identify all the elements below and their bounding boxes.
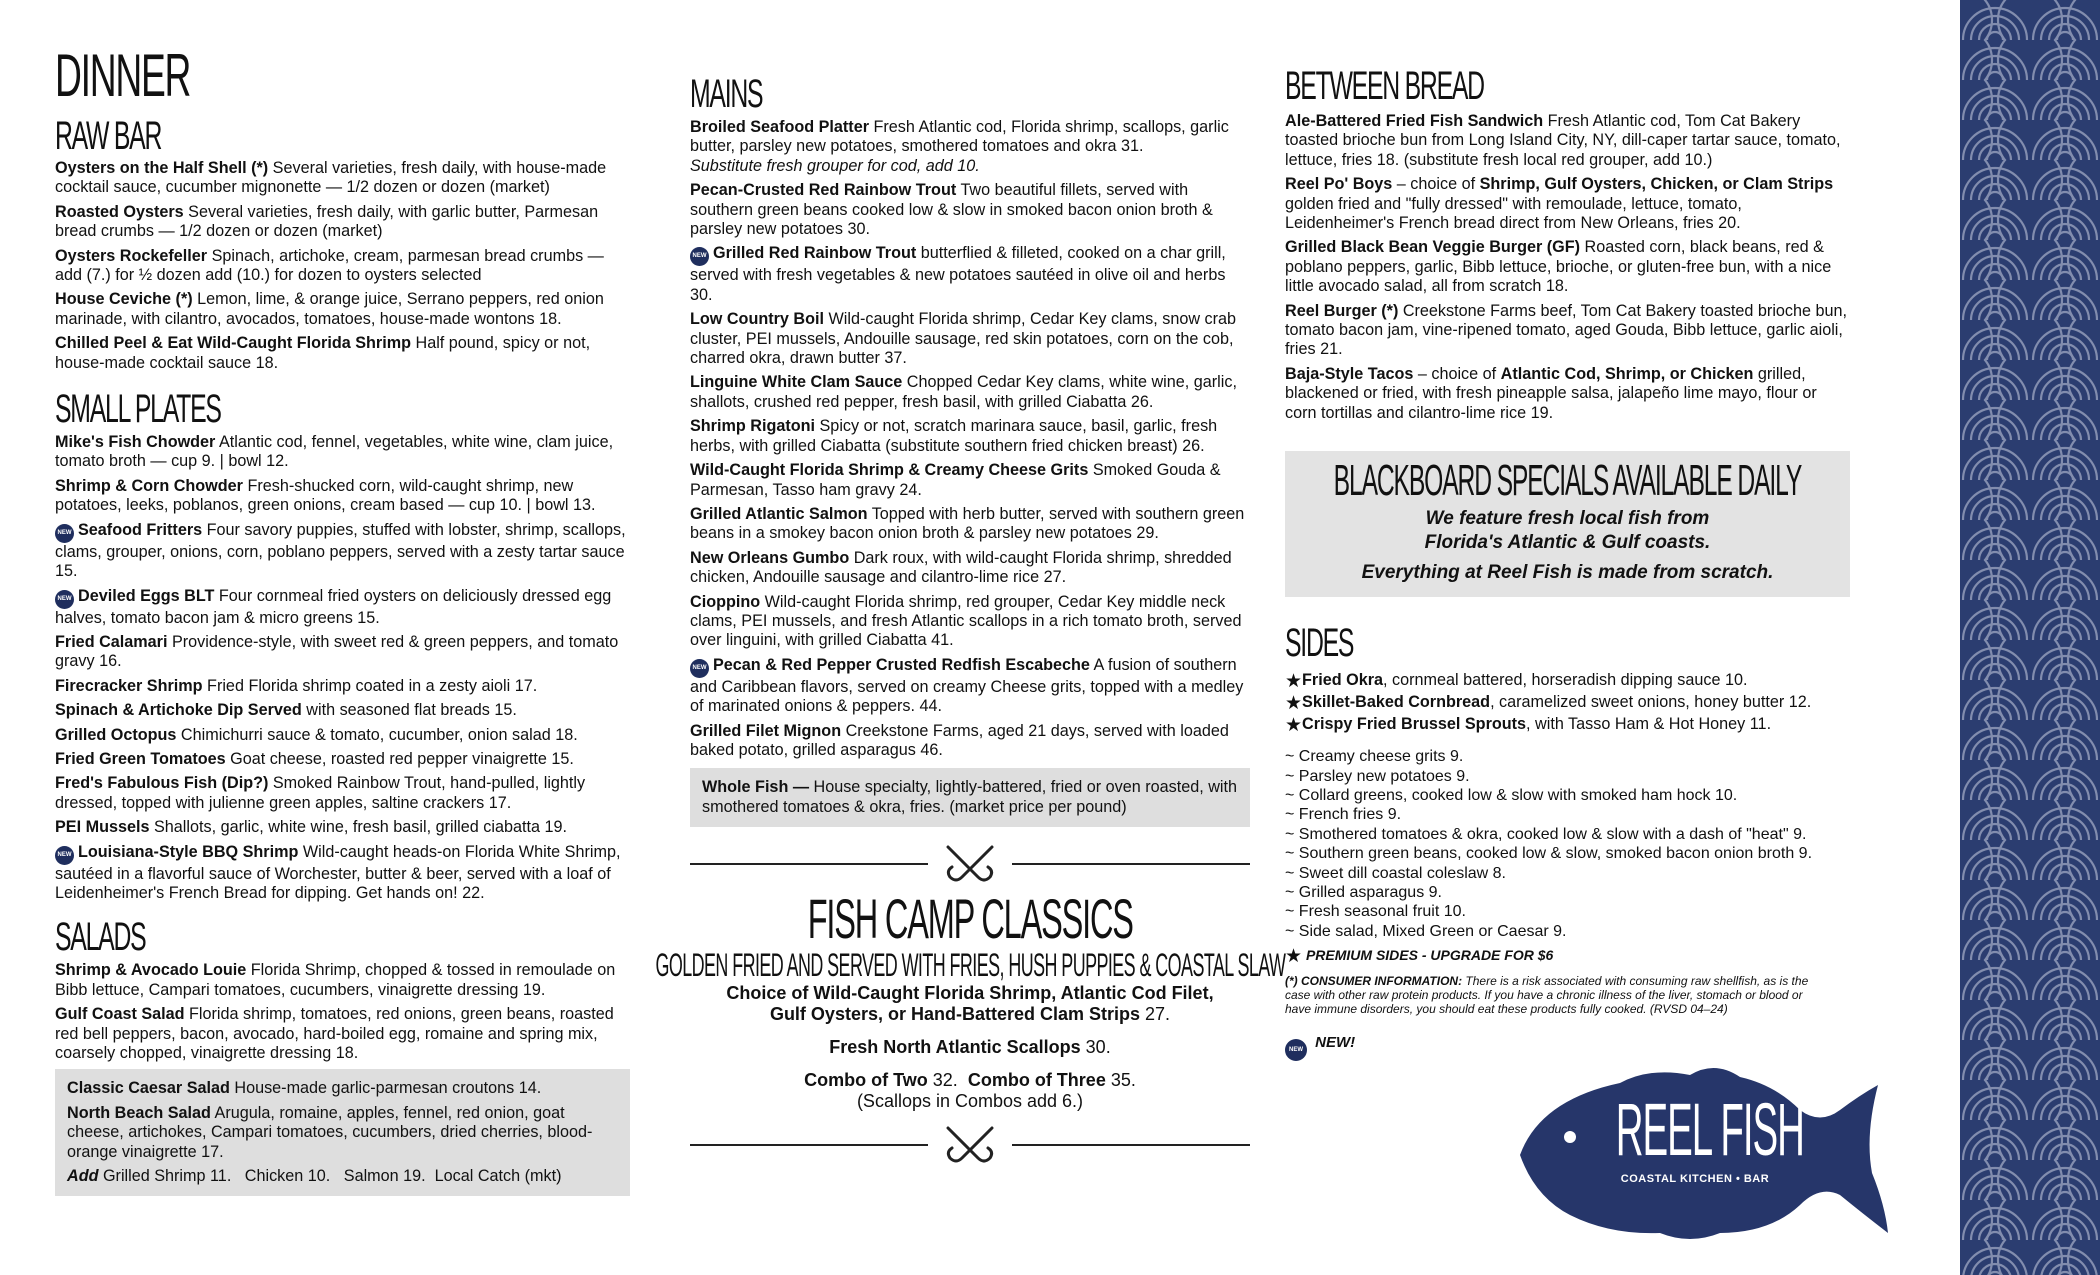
divider-hooks-bottom [690,1122,1250,1168]
list-item: ~ Smothered tomatoes & okra, cooked low & slow with a dash of "heat" 9. [1285,825,1807,843]
page-title: DINNER [55,42,191,109]
list-item: ~ Sweet dill coastal coleslaw 8. [1285,864,1506,882]
menu-item: Ale-Battered Fried Fish Sandwich Fresh Atlantic cod, Tom Cat Bakery toasted brioche bun from Long Island City, NY, dill-caper tartar sauce, tomato, lettuce, fries 18. (substitute fresh local red grouper, add 10.) [1285,112,1841,169]
menu-item: Reel Po' Boys – choice of Shrimp, Gulf Oysters, Chicken, or Clam Strips golden fried and "fully dressed" with remoulade, lettuce, tomato, Leidenheimer's French bread direct from New Orleans, fries 20. [1285,175,1834,233]
list-item: ~ Grilled asparagus 9. [1285,883,1442,901]
menu-item: North Beach Salad Arugula, romaine, apples, fennel, red onion, goat cheese, artichokes, Campari tomatoes, cucumbers, dried cherries, blood-orange vinaigrette 17. [67,1103,593,1161]
menu-item: PEI Mussels Shallots, garlic, white wine, fresh basil, grilled ciabatta 19. [55,818,567,837]
menu-item: Grilled Black Bean Veggie Burger (GF) Roasted corn, black beans, red & poblano peppers, garlic, Bibb lettuce, brioche, or gluten-free bun, with a nice little avocado salad, all from scratch 18. [1285,238,1832,296]
new-badge-icon: NEW [1285,1039,1307,1061]
menu-item: NEW Deviled Eggs BLT Four cornmeal fried oysters on deliciously dressed egg halves, tomato bacon jam & micro greens 15. [55,586,612,627]
menu-item: Oysters Rockefeller Spinach, artichoke, cream, parmesan bread crumbs — add (7.) for ½ dozen add (10.) for dozen to oysters selected [55,246,604,285]
menu-item: Fried Green Tomatoes Goat cheese, roasted red pepper vinaigrette 15. [55,749,574,768]
menu-item: New Orleans Gumbo Dark roux, with wild-caught Florida shrimp, shredded chicken, Andouille sausage and cilantro-lime rice 27. [690,548,1232,587]
column-left [55,0,630,1196]
section-between-bread-heading: BETWEEN BREAD [1285,64,1484,108]
crossed-hooks-icon [938,843,1002,885]
list-item: ~ Side salad, Mixed Green or Caesar 9. [1285,922,1567,940]
salad-add-ons: Add Grilled Shrimp 11. Chicken 10. Salmon 19. Local Catch (mkt) [67,1167,562,1186]
list-item: ~ Southern green beans, cooked low & slow, smoked bacon onion broth 9. [1285,845,1813,863]
fish-camp-combos: Combo of Two 32. Combo of Three 35. (Scallops in Combos add 6.) [804,1070,1136,1112]
menu-item: ★Fried Okra, cornmeal battered, horseradish dipping sauce 10. [1285,671,1748,693]
new-badge-icon: NEW [55,590,74,609]
menu-item: NEW Seafood Fritters Four savory puppies, stuffed with lobster, shrimp, scallops, clams, grouper, onions, corn, poblano peppers, served with a zesty tartar sauce 15. [55,520,626,581]
between-bread-list [1285,112,1850,423]
premium-sides-note: ★ PREMIUM SIDES - UPGRADE FOR $6 [1285,946,1554,968]
menu-item: Classic Caesar Salad House-made garlic-parmesan croutons 14. [67,1079,542,1098]
reel-fish-logo [1500,1055,1890,1250]
list-item: ~ French fries 9. [1285,806,1402,824]
small-plates-list [55,433,630,903]
star-icon: ★ [1285,946,1303,968]
list-item: ~ Fresh seasonal fruit 10. [1285,903,1466,921]
section-sides-heading: SIDES [1285,621,1354,666]
fish-camp-choice: Choice of Wild-Caught Florida Shrimp, Atlantic Cod Filet, Gulf Oysters, or Hand-Battered Clam Strips 27. [726,983,1214,1025]
menu-item: Linguine White Clam Sauce Chopped Cedar Key clams, white wine, garlic, shallots, crushed red pepper, fresh basil, with grilled Ciabatta 26. [690,373,1237,411]
consumer-information: (*) CONSUMER INFORMATION: There is a risk associated with consuming raw shellfish, as is the case with other raw protein products. If you have a chronic illness of the liver, stomach or blood or have immune disorders, you should eat these products fully cooked. (RVSD 04–24) [1285,974,1809,1017]
menu-item: House Ceviche (*) Lemon, lime, & orange juice, Serrano peppers, red onion marinade, with cilantro, avocados, tomatoes, house-made wontons 18. [55,290,604,328]
menu-item: ★Crispy Fried Brussel Sprouts, with Tasso Ham & Hot Honey 11. [1285,715,1772,737]
menu-item: NEW Pecan & Red Pepper Crusted Redfish Escabeche A fusion of southern and Caribbean flavors, served on creamy Cheese grits, topped with a medley of marinated onions & peppers. 44. [690,655,1244,716]
blackboard-scratch-text: Everything at Reel Fish is made from scratch. [1361,562,1774,584]
blackboard-text: We feature fresh local fish from Florida's Atlantic & Gulf coasts. [1424,508,1711,554]
divider-hooks-top [690,841,1250,887]
salads-list [55,961,630,1063]
new-legend: NEW NEW! [1285,1034,1850,1061]
section-salads-heading: SALADS [55,915,146,960]
star-icon: ★ [1285,693,1303,715]
new-badge-icon: NEW [690,247,709,266]
menu-item: Shrimp & Corn Chowder Fresh-shucked corn, wild-caught shrimp, new potatoes, leeks, poblanos, green onions, cream based — cup 10. | bowl 13. [55,476,596,515]
fish-camp-title: FISH CAMP CLASSICS [807,887,1133,951]
salads-box [55,1069,630,1196]
new-badge-icon: NEW [690,659,709,678]
menu-item: Pecan-Crusted Red Rainbow Trout Two beautiful fillets, served with southern green beans cooked low & slow in smoked bacon onion broth & parsley new potatoes 30. [690,181,1213,239]
star-icon: ★ [1285,715,1303,737]
menu-item: Low Country Boil Wild-caught Florida shrimp, Cedar Key clams, snow crab cluster, PEI mussels, Andouille sausage, red skin potatoes, corn on the cob, charred okra, drawn butter 37. [690,310,1237,368]
menu-item: Baja-Style Tacos – choice of Atlantic Cod, Shrimp, or Chicken grilled, blackened or fried, with fresh pineapple salsa, jalapeño lime mayo, flour or corn tortillas and cilantro-lime rice 19. [1285,364,1817,422]
section-raw-bar-heading: RAW BAR [55,114,162,158]
menu-item: Shrimp Rigatoni Spicy or not, scratch marinara sauce, basil, garlic, fresh herbs, with grilled Ciabatta (substitute southern fried chicken breast) 26. [690,417,1218,455]
menu-item: Fred's Fabulous Fish (Dip?) Smoked Rainbow Trout, hand-pulled, lightly dressed, topped with julienne green apples, saltine crackers 17. [55,774,586,812]
fish-camp-subtitle: GOLDEN FRIED AND SERVED WITH FRIES, HUSH PUPPIES & COASTAL SLAW [655,947,1285,984]
premium-sides-list [1285,671,1850,735]
menu-item: Grilled Atlantic Salmon Topped with herb butter, served with southern green beans in a smokey bacon onion broth & parsley new potatoes 29. [690,504,1245,543]
list-item: ~ Parsley new potatoes 9. [1285,767,1470,785]
menu-item: Roasted Oysters Several varieties, fresh daily, with garlic butter, Parmesan bread crumbs — 1/2 dozen or dozen (market) [55,202,599,241]
menu-item: NEW Louisiana-Style BBQ Shrimp Wild-caught heads-on Florida White Shrimp, sautéed in a flavorful sauce of Worchester, butter & beer, served with a loaf of Leidenheimer's French Bread for dipping. Get hands on! 22. [55,842,621,902]
new-badge-icon: NEW [55,846,74,865]
menu-item: Spinach & Artichoke Dip Served with seasoned flat breads 15. [55,701,517,720]
menu-item: Cioppino Wild-caught Florida shrimp, red grouper, Cedar Key middle neck clams, PEI mussels, and fresh Atlantic scallops in a rich tomato broth, served over linguini, with grilled Ciabatta 41. [690,592,1242,650]
column-middle [655,0,1285,1168]
menu-item: Whole Fish — House specialty, lightly-battered, fried or oven roasted, with smothered tomatoes & okra, fries. (market price per pound) [702,778,1237,816]
sides-list [1285,747,1850,941]
menu-item: Reel Burger (*) Creekstone Farms beef, Tom Cat Bakery toasted brioche bun, tomato bacon jam, vine-ripened tomato, aged Gouda, Bibb lettuce, garlic aioli, fries 21. [1285,301,1848,359]
logo-name: REEL FISH [1615,1088,1805,1171]
menu-item: Grilled Octopus Chimichurri sauce & tomato, cucumber, onion salad 18. [55,725,578,744]
menu-item: Mike's Fish Chowder Atlantic cod, fennel, vegetables, white wine, clam juice, tomato broth — cup 9. | bowl 12. [55,433,614,471]
fish-camp-section [655,887,1285,1112]
star-icon: ★ [1285,671,1303,693]
list-item: ~ Collard greens, cooked low & slow with smoked ham hock 10. [1285,786,1738,804]
logo-tagline: COASTAL KITCHEN • BAR [1620,1173,1770,1185]
menu-item: Shrimp & Avocado Louie Florida Shrimp, chopped & tossed in remoulade on Bibb lettuce, Campari tomatoes, cucumbers, vinaigrette dressing 19. [55,961,616,999]
crossed-hooks-icon [938,1124,1002,1166]
menu-item: Gulf Coast Salad Florida shrimp, tomatoes, red onions, green beans, roasted red bell peppers, bacon, avocado, hard-boiled egg, romaine and spring mix, coarsely chopped, vinaigrette dressing 18. [55,1005,614,1062]
wave-pattern-border [1960,0,2100,1275]
menu-item: Oysters on the Half Shell (*) Several varieties, fresh daily, with house-made cocktail sauce, cucumber mignonette — 1/2 dozen or dozen (market) [55,159,607,197]
menu-item: Fried Calamari Providence-style, with sweet red & green peppers, and tomato gravy 16. [55,632,619,671]
blackboard-specials-box [1285,451,1850,597]
menu-item: Broiled Seafood Platter Fresh Atlantic cod, Florida shrimp, scallops, garlic butter, parsley new potatoes, smothered tomatoes and okra 31. Substitute fresh grouper for cod, add 10. [690,118,1229,175]
menu-item: ★Skillet-Baked Cornbread, caramelized sweet onions, honey butter 12. [1285,693,1812,715]
new-badge-icon: NEW [55,524,74,543]
menu-item: Chilled Peel & Eat Wild-Caught Florida Shrimp Half pound, spicy or not, house-made cocktail sauce 18. [55,334,591,372]
section-small-plates-heading: SMALL PLATES [55,387,221,432]
column-right [1285,0,1850,1061]
mains-list [690,118,1250,760]
whole-fish-box [690,768,1250,827]
section-mains-heading: MAINS [690,72,763,116]
wave-pattern-icon [1960,0,2100,1275]
menu-item: Grilled Filet Mignon Creekstone Farms, aged 21 days, served with loaded baked potato, grilled asparagus 46. [690,721,1229,759]
menu-item: Wild-Caught Florida Shrimp & Creamy Cheese Grits Smoked Gouda & Parmesan, Tasso ham gravy 24. [690,461,1221,499]
menu-item: Firecracker Shrimp Fried Florida shrimp coated in a zesty aioli 17. [55,676,538,695]
blackboard-title: BLACKBOARD SPECIALS AVAILABLE DAILY [1333,456,1802,506]
menu-item: NEW Grilled Red Rainbow Trout butterflied & filleted, cooked on a char grill, served with fresh vegetables & new potatoes sautéed in olive oil and herbs 30. [690,244,1226,304]
raw-bar-list [55,159,630,373]
fish-camp-scallops: Fresh North Atlantic Scallops 30. [829,1037,1111,1058]
list-item: ~ Creamy cheese grits 9. [1285,748,1464,766]
